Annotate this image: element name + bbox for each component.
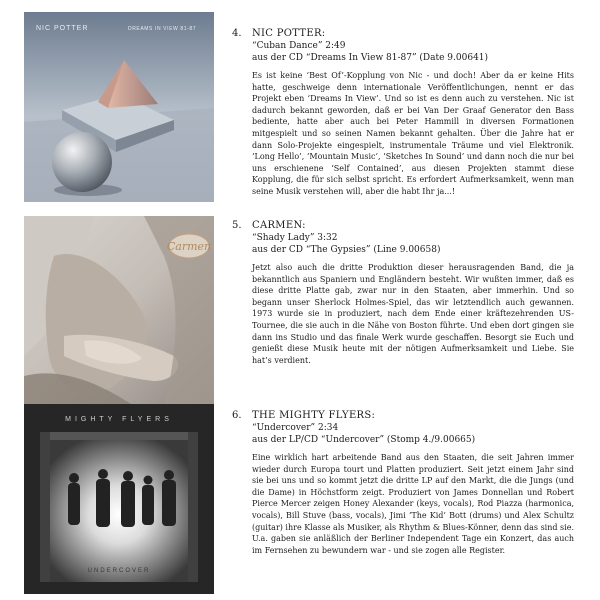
track-title: “Undercover” 2:34 <box>252 423 339 433</box>
cover-art-tunnel-silhouettes <box>24 404 214 594</box>
cover-album-text: DREAMS IN VIEW 81-87 <box>128 26 197 32</box>
track-title: “Cuban Dance” 2:49 <box>252 41 346 51</box>
entry-headline <box>232 27 574 40</box>
album-cover-nic-potter <box>24 12 214 202</box>
album-cover-carmen <box>24 216 214 406</box>
track-description: Jetzt also auch die dritte Produktion dieser herausragenden Band, die ja bekanntlich aus Spaniern und Engländern besteht. Wir wußten immer, daß es diese dritte Platte gab, zwar nur in den Staaten, aber immerhin. Und so begann unser Sherlock Holmes-Spiel, das wir letztendlich auch gewannen. 1973 wurde sie in produziert, nach dem Ende einer kräftezehrenden US-Tournee, die sie auch in die Nähe von Boston führte. Und eben dort gingen sie dann ins Studio und das finale Werk wurde geschaffen. Besorgt sie Euch und genießt diese Musik heute mit der nötigen Aufmerksamkeit und Liebe. Sie hat’s verdient. <box>252 263 574 365</box>
track-source: aus der CD “Dreams In View 81-87” (Date 9.00641) <box>252 53 489 63</box>
cover-artist-text: NIC POTTER <box>36 25 89 32</box>
track-description: Es ist keine ‘Best Of’-Kopplung von Nic - und doch! Aber da er keine Hits hatte, geschweige denn internationale Veröffentlichungen, nennt er das Projekt eben ‘Dreams In View’. Und so ist es denn auch zu verstehen. Nic ist dadurch bekannt geworden, daß er bei Van Der Graaf Generator den Bass bediente, hatte aber auch bei Peter Hammill in diversen Formationen mitgespielt und so seinen Namen bekannt gehalten. Über die Jahre hat er dann Solo-Projekte eingespielt, instrumentale Träume und viel Elektronik. ‘Long Hello’, ‘Mountain Music’, ‘Sketches In Sound’ und dann noch die nur bei uns erschienene ‘Self Contained’, aus diesen Projekten stammt diese Kopplung, die für sich selbst spricht. Es erfordert Aufmerksamkeit, wenn man seine Musik verstehen will, aber die habt Ihr ja...! <box>252 71 574 196</box>
cover-artist-text: MIGHTY FLYERS <box>65 416 173 423</box>
artist-name: THE MIGHTY FLYERS: <box>252 410 376 421</box>
track-entry-mighty-flyers <box>232 409 574 556</box>
track-entry-nic-potter <box>232 27 574 198</box>
artist-name: NIC POTTER: <box>252 28 326 39</box>
track-number: 6. <box>232 410 242 421</box>
cover-artist-text: Carmen <box>166 240 212 253</box>
track-number: 4. <box>232 28 242 39</box>
artist-name: CARMEN: <box>252 220 306 231</box>
entry-headline <box>232 219 574 232</box>
track-entry-carmen <box>232 219 574 366</box>
cover-art-photo-dancer <box>24 216 214 406</box>
track-description: Eine wirklich hart arbeitende Band aus den Staaten, die seit Jahren immer wieder durch Europa tourt und Platten produziert. Seit jetzt einem Jahr sind sie bei uns und so kommt jetzt die dritte LP auf den Markt, die die Jungs (und die Dame) in Höchstform zeigt. Produziert von James Donnellan und Robert Pierce Mercer zeigen Honey Alexander (keys, vocals), Rod Piazza (harmonica, vocals), Bill Stuve (bass, vocals), Jimi ‘The Kid’ Bott (drums) und Alex Schultz (guitar) ihre Klasse als Musiker, als Rhythm & Blues-Könner, denn das sind sie. U.a. gaben sie anläßlich der Berliner Independent Tage ein Konzert, das auch im Fernsehen zu bewundern war - und sie zogen alle Register. <box>252 453 574 555</box>
track-number: 5. <box>232 220 242 231</box>
cover-art-geometric-shapes <box>24 12 214 202</box>
album-cover-mighty-flyers <box>24 404 214 594</box>
track-source: aus der LP/CD “Undercover” (Stomp 4./9.00665) <box>252 435 476 445</box>
entry-headline <box>232 409 574 422</box>
cover-album-text: UNDERCOVER <box>87 568 151 574</box>
track-source: aus der CD “The Gypsies” (Line 9.00658) <box>252 245 441 255</box>
track-title: “Shady Lady” 3:32 <box>252 233 338 243</box>
